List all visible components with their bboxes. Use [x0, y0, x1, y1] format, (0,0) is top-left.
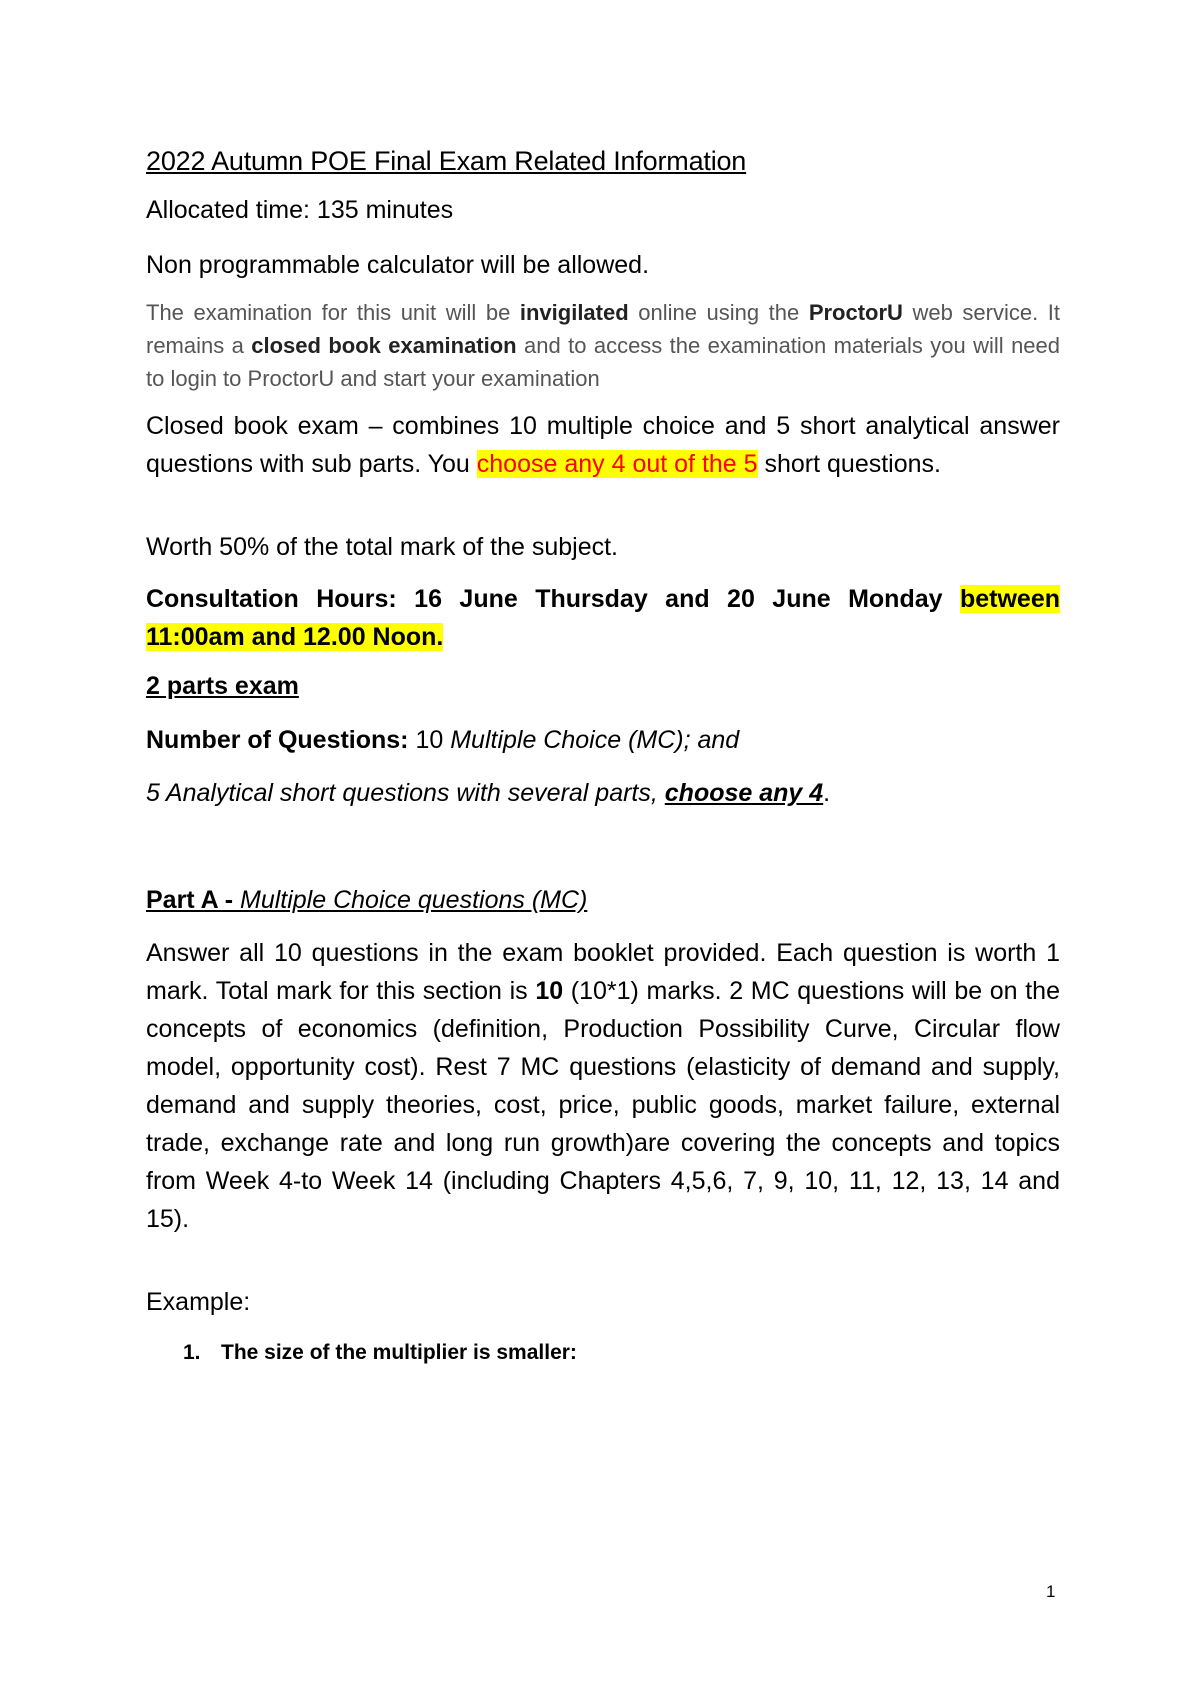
page-number: 1	[1046, 1582, 1056, 1601]
closed-book-paragraph	[146, 407, 1060, 483]
example-item-number: 1.	[183, 1341, 201, 1364]
number-of-questions-count: 10	[408, 726, 451, 754]
part-a-label: Part A -	[146, 886, 240, 914]
part-a-title: Multiple Choice questions (MC)	[240, 886, 588, 914]
analytical-end: .	[823, 779, 831, 807]
example-item-text: The size of the multiplier is smaller:	[221, 1341, 577, 1364]
proctoru-paragraph	[146, 296, 1060, 395]
proctoru-bold-invigilated: invigilated	[519, 300, 629, 325]
proctoru-bold-closed-book: closed book examination	[251, 333, 517, 358]
part-a-text-1: Answer all 10 questions in the exam booklet provided. Each question is worth 1 mark. Total mark for this section is	[146, 939, 1060, 1005]
closed-book-highlight: choose any 4 out of the 5	[476, 450, 758, 478]
two-parts-heading: 2 parts exam	[146, 672, 299, 700]
proctoru-text-2: online using the	[628, 300, 809, 325]
page-title: 2022 Autumn POE Final Exam Related Information	[146, 146, 747, 176]
number-of-questions	[146, 726, 1060, 755]
part-a-paragraph	[146, 934, 1060, 1238]
consultation-highlight: between 11:00am and 12.00 Noon.	[146, 585, 1060, 651]
worth-note: Worth 50% of the total mark of the subject.	[146, 533, 618, 561]
number-of-questions-mc: Multiple Choice (MC); and	[450, 726, 740, 754]
analytical-questions	[146, 779, 1060, 808]
proctoru-text-4: and to access the examination materials you will need to login to ProctorU and start your examination	[146, 333, 1061, 391]
analytical-choose-any: choose any 4	[664, 779, 824, 807]
allocated-time: Allocated time: 135 minutes	[146, 196, 454, 224]
part-a-heading	[146, 886, 1060, 915]
consultation-paragraph	[146, 580, 1060, 656]
part-a-text-2: (10*1) marks. 2 MC questions will be on the concepts of economics (definition, Production Possibility Curve, Circular flow model, opportunity cost). Rest 7 MC questions (elasticity of demand and supply, demand and supply theories, cost, price, public goods, market failure, external trade, exchange rate and long run growth)are covering the concepts and topics from Week 4-to Week 14 (including Chapters 4,5,6, 7, 9, 10, 11, 12, 13, 14 and 15).	[146, 977, 1060, 1233]
calculator-note: Non programmable calculator will be allowed.	[146, 251, 650, 279]
proctoru-text-1: The examination for this unit will be	[146, 300, 520, 325]
part-a-total-mark: 10	[535, 977, 564, 1005]
closed-book-text-2: short questions.	[757, 450, 941, 478]
example-label: Example:	[146, 1288, 251, 1316]
number-of-questions-label: Number of Questions:	[146, 726, 409, 754]
proctoru-text-3: web service. It remains a	[146, 300, 1061, 358]
example-item	[183, 1341, 1097, 1365]
closed-book-text-1: Closed book exam – combines 10 multiple choice and 5 short analytical answer questions with sub parts. You	[146, 412, 1060, 478]
proctoru-bold-service: ProctorU	[808, 300, 903, 325]
consultation-text: Consultation Hours: 16 June Thursday and 20 June Monday	[146, 585, 960, 613]
analytical-text: 5 Analytical short questions with several parts,	[146, 779, 665, 807]
